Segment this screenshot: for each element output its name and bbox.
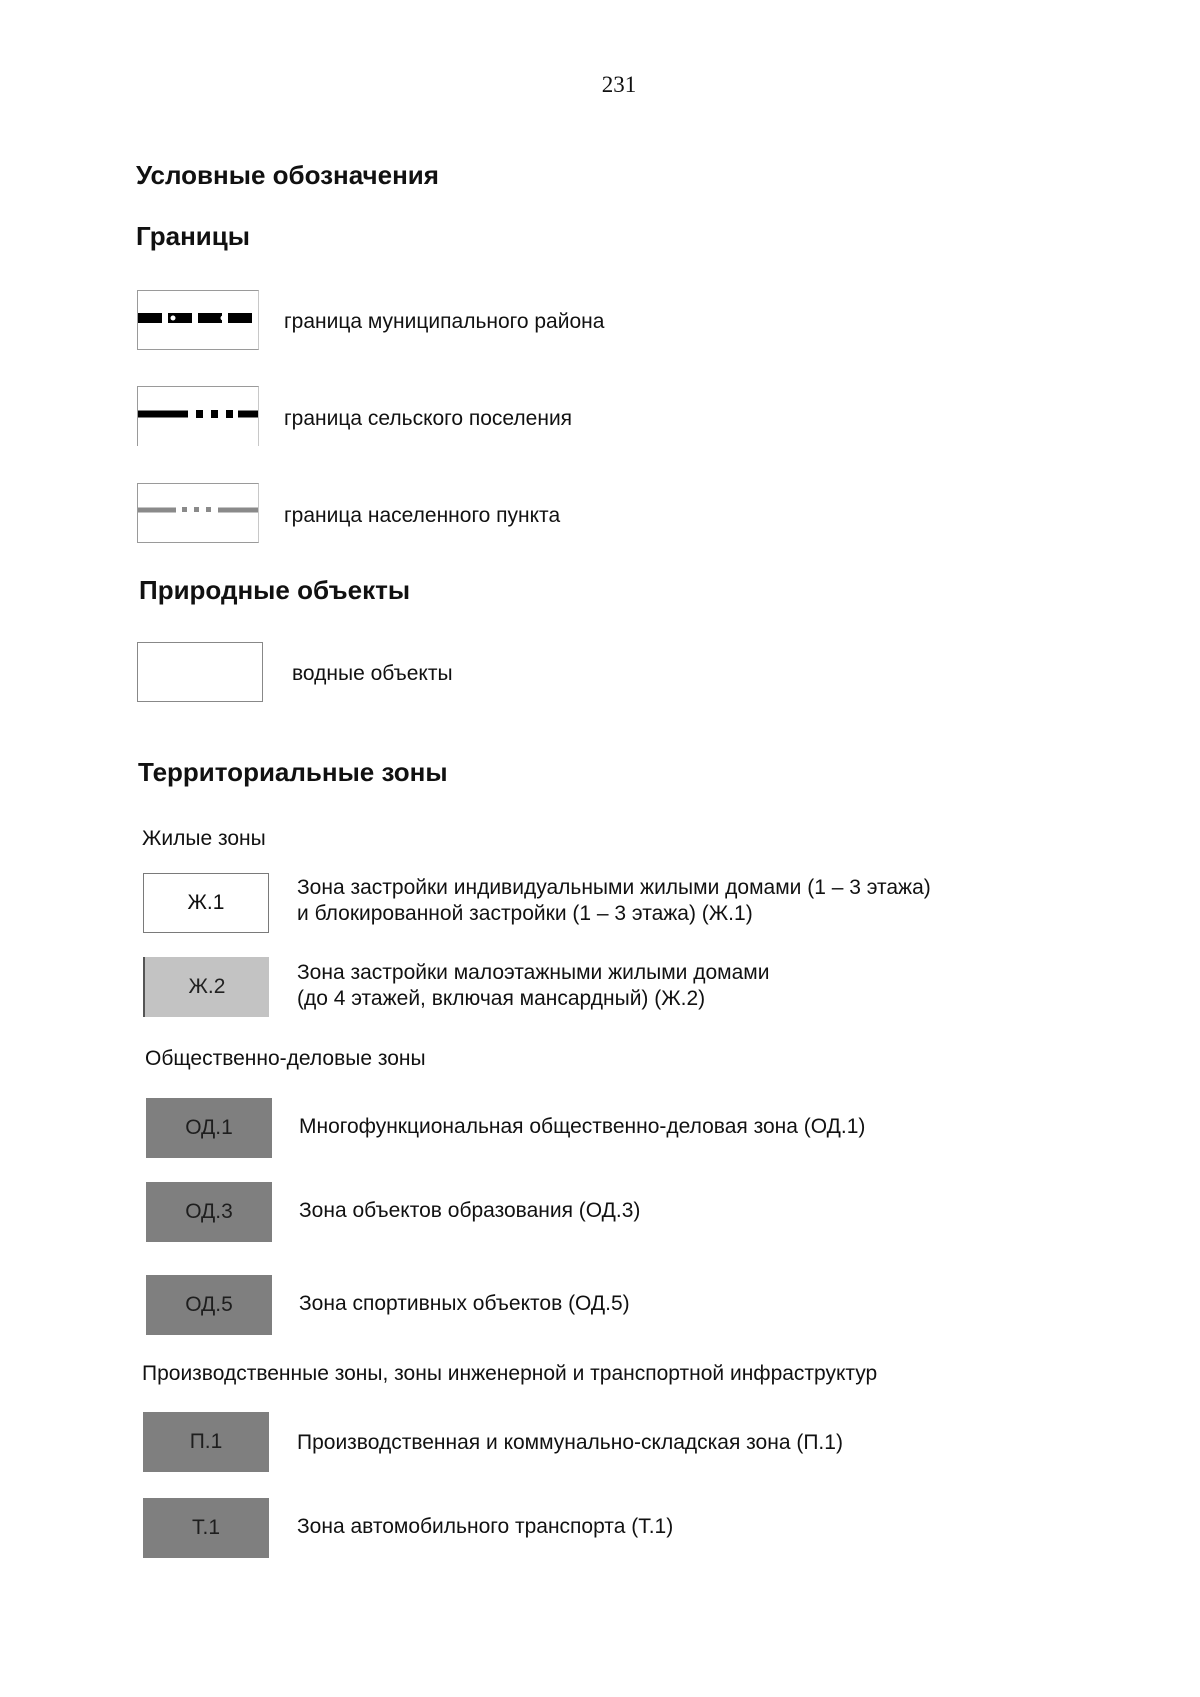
zone-swatch-t1 xyxy=(143,1498,269,1558)
zone-description-od5: Зона спортивных объектов (ОД.5) xyxy=(299,1292,630,1315)
zone-description-zh2 xyxy=(297,960,769,1012)
zone-swatch-od5 xyxy=(146,1275,272,1335)
page-number: 231 xyxy=(601,72,637,97)
water-bodies-symbol xyxy=(137,642,263,702)
subheading-residential: Жилые зоны xyxy=(142,827,266,850)
zone-code-od1: ОД.1 xyxy=(185,1116,233,1139)
section-heading-zones: Территориальные зоны xyxy=(138,757,448,787)
zone-description-t1: Зона автомобильного транспорта (Т.1) xyxy=(297,1515,674,1538)
zone-description-zh2-line2: (до 4 этажей, включая мансардный) (Ж.2) xyxy=(297,987,706,1010)
legend-label-municipal-district: граница муниципального района xyxy=(284,310,605,333)
subheading-industrial: Производственные зоны, зоны инженерной и транспортной инфраструктур xyxy=(142,1362,878,1385)
zone-swatch-od3 xyxy=(146,1182,272,1242)
zone-description-od3: Зона объектов образования (ОД.3) xyxy=(299,1199,641,1222)
zone-code-od5: ОД.5 xyxy=(185,1293,233,1316)
zone-code-t1: Т.1 xyxy=(191,1516,220,1539)
zone-description-zh2-line1: Зона застройки малоэтажными жилыми домами xyxy=(297,961,770,984)
subheading-public-business: Общественно-деловые зоны xyxy=(145,1047,426,1070)
zone-code-zh1: Ж.1 xyxy=(187,891,225,914)
legend-label-locality: граница населенного пункта xyxy=(284,504,561,527)
zone-code-od3: ОД.3 xyxy=(185,1200,233,1223)
zone-code-zh2: Ж.2 xyxy=(188,975,226,998)
locality-boundary-symbol xyxy=(137,483,259,543)
section-heading-natural: Природные объекты xyxy=(139,575,411,605)
zone-description-zh1-line1: Зона застройки индивидуальными жилыми домами (1 – 3 этажа) xyxy=(297,876,931,899)
zone-swatch-zh1 xyxy=(143,873,269,933)
section-heading-boundaries: Границы xyxy=(136,221,250,251)
rural-settlement-boundary-symbol xyxy=(137,386,259,446)
page-title: Условные обозначения xyxy=(136,160,439,190)
zone-description-od1: Многофункциональная общественно-деловая зона (ОД.1) xyxy=(299,1115,866,1138)
legend-label-rural-settlement: граница сельского поселения xyxy=(284,407,573,430)
zone-swatch-zh2 xyxy=(143,957,269,1017)
zone-swatch-od1 xyxy=(146,1098,272,1158)
municipal-district-boundary-symbol xyxy=(137,290,259,350)
zone-description-zh1 xyxy=(297,875,931,927)
zone-description-zh1-line2: и блокированной застройки (1 – 3 этажа) (Ж.1) xyxy=(297,902,753,925)
zone-description-p1: Производственная и коммунально-складская зона (П.1) xyxy=(297,1431,843,1454)
zone-code-p1: П.1 xyxy=(189,1430,223,1453)
legend-label-water-bodies: водные объекты xyxy=(292,662,453,685)
zone-swatch-p1 xyxy=(143,1412,269,1472)
